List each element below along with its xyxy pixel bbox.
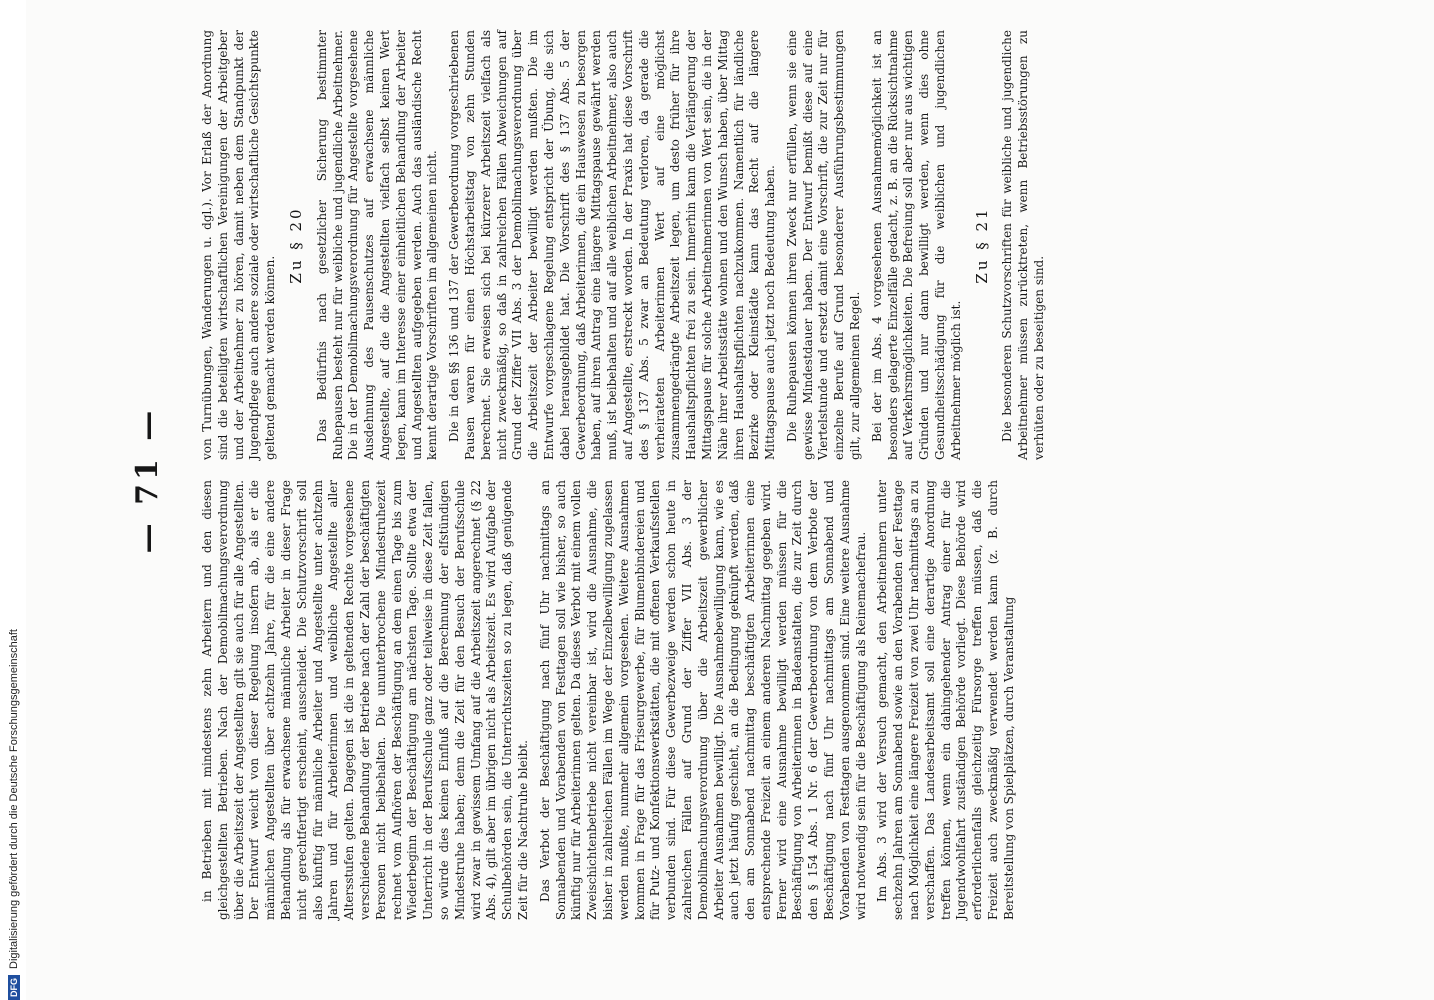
paragraph: Das Bedürfnis nach gesetzlicher Sicherung bestimmter Ruhepausen besteht nur für weibliche und jugendliche Arbeitnehmer. Die in der Demobilmachungsverordnung für Angestellte vorgesehene Ausdehnung des Pausenschutzes auf erwachsene männliche Angestellte, auf die die Angestellten vielfach selbst keinen Wert legen, kann im Interesse einer einheitlichen Behandlung der Arbeiter und Angestellten aufgegeben werden. Auch das ausländische Recht kennt derartige Vorschriften im allgemeinen nicht. (314, 30, 440, 460)
paragraph: Die in den §§ 136 und 137 der Gewerbeordnung vorgeschriebenen Pausen waren für einen Höchstarbeitstag von zehn Stunden berechnet. Sie erweisen sich bei kürzerer Arbeitszeit vielfach als nicht zweckmäßig, so daß in zahlreichen Fällen Abweichungen auf Grund der Ziffer VII Abs. 3 der Demobilmachungsverordnung über die Arbeitszeit der Arbeiter bewilligt werden mußten. Die im Entwurfe vorgeschlagene Regelung entspricht der Übung, die sich dabei herausgebildet hat. Die Vorschrift des § 137 Abs. 5 der Gewerbeordnung, daß Arbeiterinnen, die ein Hauswesen zu besorgen haben, auf ihren Antrag eine längere Mittagspause gewährt werden muß, ist beibehalten und auf alle weiblichen Arbeitnehmer, also auch auf Angestellte, erstreckt worden. In der Praxis hat diese Vorschrift des § 137 Abs. 5 zwar an Bedeutung verloren, da gerade die verheirateten Arbeiterinnen Wert auf eine möglichst zusammengedrängte Arbeitszeit legen, um desto früher für ihre Haushaltspflichten frei zu sein. Immerhin kann die Verlängerung der Mittagspause für solche Arbeitnehmerinnen von Wert sein, die in der Nähe ihrer Arbeitsstätte wohnen und den Wunsch haben, über Mittag ihren Haushaltspflichten nachzukommen. Namentlich für ländliche Bezirke oder Kleinstädte kann das Recht auf die längere Mittagspause auch jetzt noch Bedeutung haben. (447, 30, 778, 460)
page-number: — 71 — (130, 406, 165, 554)
paragraph: von Turnübungen, Wanderungen u. dgl.). Vor Erlaß der Anordnung sind die beteiligten wirtschaftlichen Vereinigungen der Arbeitgeber und der Arbeitnehmer zu hören, damit neben dem Standpunkt der Jugendpflege auch andere soziale oder wirtschaftliche Gesichtspunkte geltend gemacht werden können. (200, 30, 278, 460)
section-heading-21: Zu § 21 (972, 206, 991, 284)
dfg-logo: DFG (8, 975, 20, 1000)
paragraph: Die besonderen Schutzvorschriften für weibliche und jugendliche Arbeitnehmer müssen zurücktreten, wenn Betriebsstörungen zu verhüten oder zu beseitigen sind. (1000, 30, 1047, 460)
right-text-column (200, 30, 1054, 460)
paragraph: Bei der im Abs. 4 vorgesehenen Ausnahmemöglichkeit ist an besonders gelagerte Einzelfälle gedacht, z. B. an die Rücksichtnahme auf Verkehrsmöglichkeiten. Die Befreiung soll aber nur aus wichtigen Gründen und nur dann bewilligt werden, wenn dies ohne Gesundheitsschädigung für die weiblichen und jugendlichen Arbeitnehmer möglich ist. (869, 30, 963, 460)
funding-note-text: Digitalisierung gefördert durch die Deutsche Forschungsgemeinschaft (8, 629, 20, 969)
paragraph: Das Verbot der Beschäftigung nach fünf Uhr nachmittags an Sonnabenden und Vorabenden von Festtagen soll wie bisher, so auch künftig nur für Arbeiterinnen gelten. Da dieses Verbot mit einem vollen Zweischichtenbetriebe nicht vereinbar ist, wird die Ausnahme, die bisher in zahlreichen Fällen im Wege der Einzelbewilligung zugelassen werden mußte, nunmehr allgemein vorgesehen. Weitere Ausnahmen kommen in Frage für das Friseurgewerbe, für Blumenbindereien und für Putz- und Konfektionswerkstätten, die mit offenen Verkaufsstellen verbunden sind. Für diese Gewerbezweige werden schon heute in zahlreichen Fällen auf Grund der Ziffer VII Abs. 3 der Demobilmachungsverordnung über die Arbeitszeit gewerblicher Arbeiter Ausnahmen bewilligt. Die Ausnahmebewilligung kann, wie es auch jetzt häufig geschieht, an die Bedingung geknüpft werden, daß den am Sonnabend nachmittag beschäftigten Arbeiterinnen eine entsprechende Freizeit an einem anderen Nachmittag gegeben wird. Ferner wird eine Ausnahme bewilligt werden müssen für die Beschäftigung von Arbeiterinnen in Badeanstalten, die zur Zeit durch den § 154 Abs. 1 Nr. 6 der Gewerbeordnung von dem Verbote der Beschäftigung nach fünf Uhr nachmittags am Sonnabend und Vorabenden von Festtagen ausgenommen sind. Eine weitere Ausnahme wird notwendig sein für die Beschäftigung als Reinemachefrau. (537, 480, 868, 920)
left-text-column (200, 480, 1024, 920)
rotated-document-page (130, 30, 1330, 930)
paragraph: Im Abs. 3 wird der Versuch gemacht, den Arbeitnehmern unter sechzehn Jahren am Sonnabend sowie an den Vorabenden der Festtage nach Möglichkeit eine längere Freizeit von zwei Uhr nachmittags an zu verschaffen. Das Landesarbeitsamt soll eine derartige Anordnung treffen können, wenn ein dahingehender Antrag einer für die Jugendwohlfahrt zuständigen Behörde vorliegt. Diese Behörde wird erforderlichenfalls gleichzeitig Fürsorge treffen müssen, daß die Freizeit auch zweckmäßig verwendet werden kann (z. B. durch Bereitstellung von Spielplätzen, durch Veranstaltung (875, 480, 1016, 920)
funding-note (8, 0, 20, 1000)
paragraph: in Betrieben mit mindestens zehn Arbeitern und den diesen gleichgestellten Betrieben. Nach der Demobilmachungsverordnung über die Arbeitszeit der Angestellten gilt sie auch für alle Angestellten. Der Entwurf weicht von dieser Regelung insofern ab, als er die männlichen Angestellten über achtzehn Jahre, für die eine andere Behandlung als für erwachsene männliche Arbeiter in dieser Frage nicht gerechtfertigt erscheint, ausscheidet. Die Schutzvorschrift soll also künftig für männliche Arbeiter und Angestellte unter achtzehn Jahren und für Arbeiterinnen und weibliche Angestellte aller Altersstufen gelten. Dagegen ist die in geltenden Rechte vorgesehene verschiedene Behandlung der Betriebe nach der Zahl der beschäftigten Personen nicht beibehalten. Die ununterbrochene Mindestruhezeit rechnet vom Aufhören der Beschäftigung an dem einen Tage bis zum Wiederbeginn der Beschäftigung am nächsten Tage. Sollte etwa der Unterricht in der Berufsschule ganz oder teilweise in diese Zeit fallen, so würde dies keinen Einfluß auf die Berechnung der elfstündigen Mindestruhe haben; denn die Zeit für den Besuch der Berufsschule wird zwar in gewissem Umfang auf die Arbeitszeit angerechnet (§ 22 Abs. 4), gilt aber im übrigen nicht als Arbeitszeit. Es wird Aufgabe der Schulbehörden sein, die Unterrichtszeiten so zu legen, daß genügende Zeit für die Nachtruhe bleibt. (200, 480, 530, 920)
section-heading-20: Zu § 20 (286, 206, 305, 284)
digitization-footer (0, 0, 26, 1000)
paragraph: Die Ruhepausen können ihren Zweck nur erfüllen, wenn sie eine gewisse Mindestdauer haben. Der Entwurf bemißt diese auf eine Viertelstunde und ersetzt damit eine Vorschrift, die zur Zeit nur für einzelne Berufe auf Grund besonderer Ausführungsbestimmungen gilt, zur allgemeinen Regel. (784, 30, 863, 460)
